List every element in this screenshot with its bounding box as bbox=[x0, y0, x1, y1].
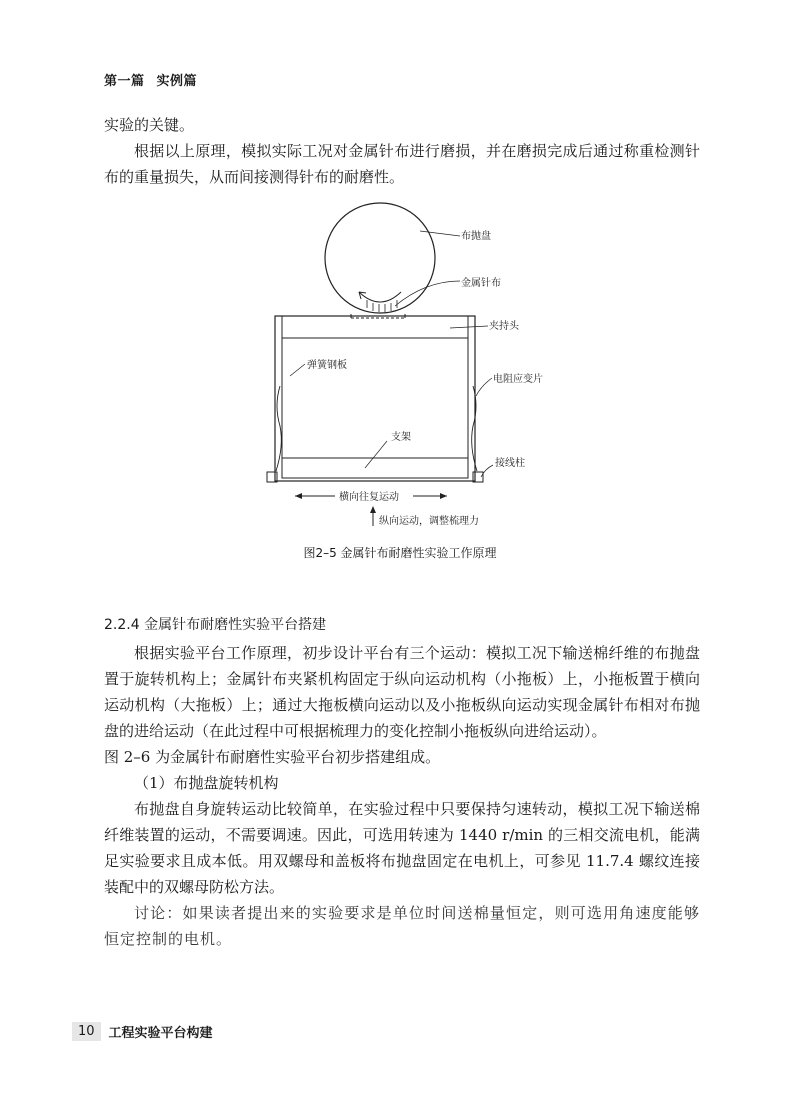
part-title: 实例篇 bbox=[156, 74, 198, 89]
horizontal-motion-label: 横向往复运动 bbox=[339, 492, 399, 503]
part-label: 第一篇 bbox=[104, 74, 145, 89]
page-number: 10 bbox=[72, 1022, 101, 1041]
paragraph: 图 2–6 为金属针布耐磨性实验平台初步搭建组成。 bbox=[104, 748, 441, 766]
body-text-bottom bbox=[104, 640, 700, 952]
subheading: （1）布抛盘旋转机构 bbox=[134, 774, 279, 792]
disc-circle bbox=[325, 203, 435, 313]
clamp-bar bbox=[282, 316, 468, 338]
book-title: 工程实验平台构建 bbox=[108, 1026, 213, 1041]
clamp-label: 夹持头 bbox=[489, 321, 519, 332]
card-cloth-label: 金属针布 bbox=[461, 278, 501, 289]
paragraph: 根据以上原理，模拟实际工况对金属针布进行磨损，并在磨损完成后通过称重检测针布的重量损失，从而间接测得针布的耐磨性。 bbox=[104, 142, 700, 186]
strain-gauge-right bbox=[472, 386, 477, 471]
spring-plate-label: 弹簧钢板 bbox=[307, 360, 347, 371]
section-heading: 2.2.4 金属针布耐磨性实验平台搭建 bbox=[104, 617, 327, 633]
principle-diagram bbox=[255, 196, 543, 527]
discussion-note: 讨论：如果读者提出来的实验要求是单位时间送棉量恒定，则可选用角速度能够恒定控制的电机。 bbox=[104, 904, 700, 948]
disc-label: 布抛盘 bbox=[461, 231, 491, 242]
paragraph: 布抛盘自身旋转运动比较简单，在实验过程中只要保持匀速转动，模拟工况下输送棉纤维装置的运动，不需要调速。因此，可选用转速为 1440 r/min 的三相交流电机，能满足实验要求且成本低。用双螺母和盖板将布抛盘固定在电机上，可参见 11.7.4 螺纹连接装配中的双螺母防松方法。 bbox=[104, 800, 700, 896]
figure-caption: 图2–5 金属针布耐磨性实验工作原理 bbox=[303, 546, 497, 560]
vertical-motion-label: 纵向运动，调整梳理力 bbox=[379, 516, 479, 527]
support-label: 支架 bbox=[391, 432, 411, 443]
rotation-arrow bbox=[359, 292, 401, 302]
body-text-top bbox=[104, 112, 700, 190]
running-header bbox=[104, 70, 197, 89]
paragraph: 实验的关键。 bbox=[104, 116, 195, 134]
strain-gauge-left bbox=[276, 386, 281, 471]
running-footer bbox=[72, 1022, 213, 1041]
strain-gauge-label: 电阻应变片 bbox=[493, 374, 543, 385]
support-bar bbox=[282, 458, 468, 478]
paragraph: 根据实验平台工作原理，初步设计平台有三个运动：模拟工况下输送棉纤维的布抛盘置于旋转机构上；金属针布夹紧机构固定于纵向运动机构（小拖板）上，小拖板置于横向运动机构（大拖板）上；通过大拖板横向运动以及小拖板纵向运动实现金属针布相对布抛盘的进给运动（在此过程中可根据梳理力的变化控制小拖板纵向进给运动）。 bbox=[104, 644, 700, 740]
terminal-label: 接线柱 bbox=[495, 458, 525, 469]
